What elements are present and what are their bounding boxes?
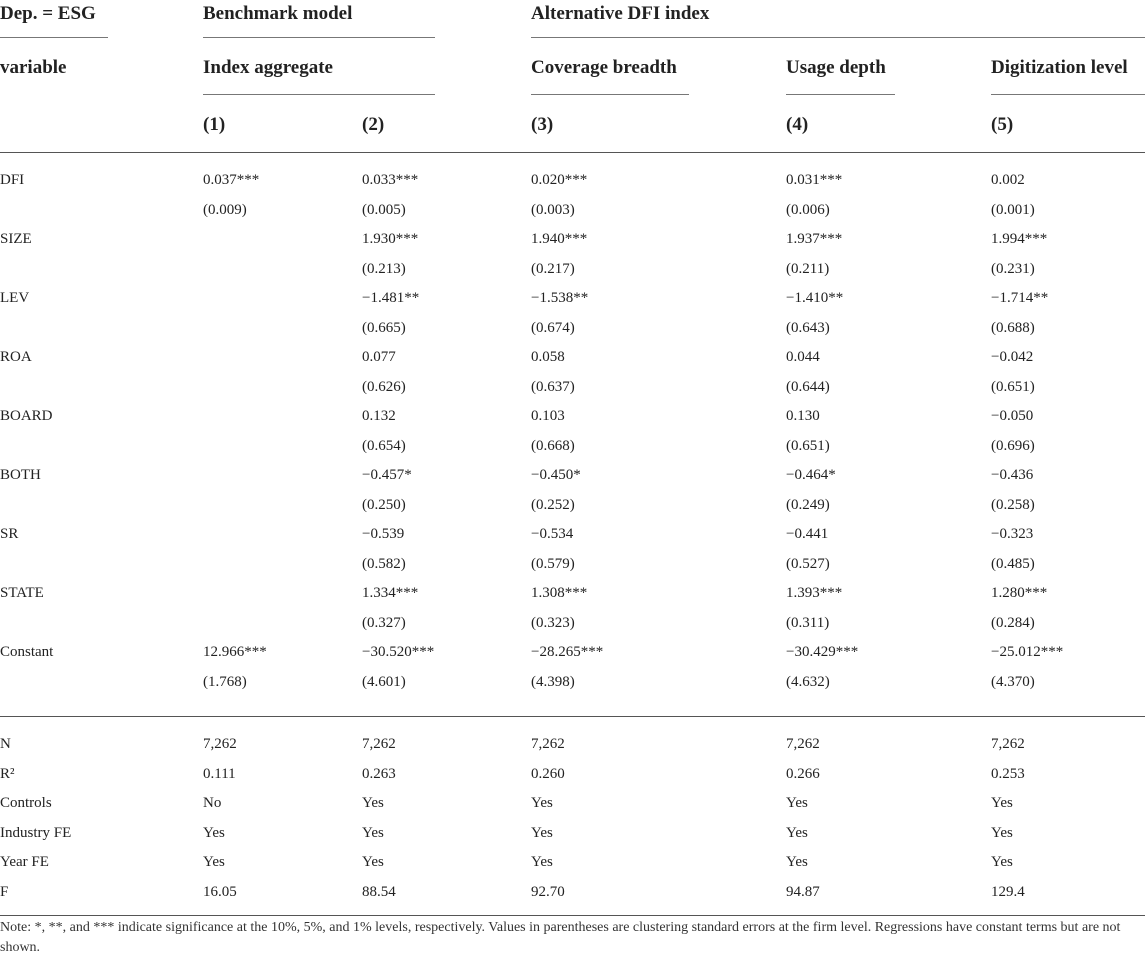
statistic-row xyxy=(0,789,1145,818)
row-label: STATE xyxy=(0,585,44,601)
cell-col-3: (0.003) xyxy=(531,201,575,218)
statistic-row xyxy=(0,730,1145,759)
coefficient-row xyxy=(0,550,1145,579)
cell-col-2: Yes xyxy=(362,795,384,811)
cell-col-2: Yes xyxy=(362,824,384,841)
coefficient-row xyxy=(0,373,1145,402)
col-number-2: (2) xyxy=(362,114,385,135)
row-label: F xyxy=(0,883,9,900)
cell-col-2: 88.54 xyxy=(362,883,396,900)
cell-col-5: Yes xyxy=(991,824,1013,841)
cell-col-2: (0.213) xyxy=(362,260,406,277)
cell-col-2: (0.582) xyxy=(362,555,406,572)
coefficient-row xyxy=(0,166,1145,195)
cell-col-4: 0.130 xyxy=(786,408,820,424)
rule-under-benchmark xyxy=(203,37,435,38)
cell-col-4: 1.937*** xyxy=(786,231,843,247)
cell-col-3: 92.70 xyxy=(531,883,565,900)
header-digitization-level: Digitization level xyxy=(991,57,1128,78)
cell-col-5: Yes xyxy=(991,795,1013,811)
cell-col-5: −25.012*** xyxy=(991,644,1064,660)
row-label: DFI xyxy=(0,172,25,188)
row-label: BOTH xyxy=(0,467,41,483)
cell-col-3: −0.450* xyxy=(531,467,581,483)
statistic-row xyxy=(0,760,1145,789)
header-dep-esg: Dep. = ESG xyxy=(0,3,96,24)
cell-col-1: Yes xyxy=(203,854,225,870)
header-usage-depth: Usage depth xyxy=(786,57,886,78)
cell-col-2: 7,262 xyxy=(362,736,396,752)
cell-col-5: (0.001) xyxy=(991,201,1035,218)
coefficient-row xyxy=(0,609,1145,638)
cell-col-5: 0.002 xyxy=(991,172,1025,188)
cell-col-3: 0.103 xyxy=(531,408,565,424)
cell-col-2: (0.626) xyxy=(362,378,406,395)
cell-col-5: −1.714** xyxy=(991,290,1049,306)
cell-col-4: 1.393*** xyxy=(786,585,843,601)
cell-col-1: No xyxy=(203,795,222,811)
cell-col-4: 7,262 xyxy=(786,736,820,752)
cell-col-2: 0.033*** xyxy=(362,172,419,188)
cell-col-3: (4.398) xyxy=(531,673,575,690)
cell-col-3: −1.538** xyxy=(531,290,589,306)
header-benchmark-model: Benchmark model xyxy=(203,3,353,24)
col-number-5: (5) xyxy=(991,114,1014,135)
cell-col-4: (0.643) xyxy=(786,319,830,336)
rule-header-bottom xyxy=(0,152,1145,153)
coefficient-row xyxy=(0,461,1145,490)
col-number-1: (1) xyxy=(203,114,226,135)
cell-col-4: (0.211) xyxy=(786,260,830,277)
cell-col-3: −0.534 xyxy=(531,526,574,542)
cell-col-1: 12.966*** xyxy=(203,644,267,660)
cell-col-3: 0.020*** xyxy=(531,172,588,188)
coefficient-row xyxy=(0,284,1145,313)
cell-col-1: 16.05 xyxy=(203,883,237,900)
cell-col-2: (0.327) xyxy=(362,614,406,631)
row-label: Year FE xyxy=(0,854,49,870)
cell-col-5: 0.253 xyxy=(991,765,1025,782)
cell-col-3: 1.940*** xyxy=(531,231,588,247)
cell-col-5: (0.485) xyxy=(991,555,1035,572)
col-number-4: (4) xyxy=(786,114,809,135)
coefficient-row xyxy=(0,491,1145,520)
cell-col-4: (0.527) xyxy=(786,555,830,572)
cell-col-5: −0.050 xyxy=(991,408,1034,424)
cell-col-4: (0.651) xyxy=(786,437,830,454)
cell-col-3: (0.668) xyxy=(531,437,575,454)
cell-col-5: 1.994*** xyxy=(991,231,1048,247)
coefficient-row xyxy=(0,314,1145,343)
cell-col-3: 7,262 xyxy=(531,736,565,752)
cell-col-4: −30.429*** xyxy=(786,644,859,660)
cell-col-2: Yes xyxy=(362,854,384,870)
cell-col-3: Yes xyxy=(531,854,553,870)
coefficient-row xyxy=(0,343,1145,372)
cell-col-5: −0.323 xyxy=(991,526,1034,542)
row-label: ROA xyxy=(0,349,32,365)
cell-col-4: Yes xyxy=(786,824,808,841)
cell-col-3: (0.579) xyxy=(531,555,575,572)
cell-col-2: −0.539 xyxy=(362,526,405,542)
cell-col-2: −1.481** xyxy=(362,290,420,306)
row-label: SR xyxy=(0,526,19,542)
cell-col-4: −0.441 xyxy=(786,526,829,542)
statistic-row xyxy=(0,878,1145,907)
cell-col-4: 0.031*** xyxy=(786,172,843,188)
col-number-3: (3) xyxy=(531,114,554,135)
header-alternative-dfi-index: Alternative DFI index xyxy=(531,3,710,24)
row-label: R² xyxy=(0,765,15,782)
cell-col-4: −1.410** xyxy=(786,290,844,306)
coefficient-row xyxy=(0,638,1145,667)
cell-col-1: (1.768) xyxy=(203,673,247,690)
cell-col-5: −0.042 xyxy=(991,349,1034,365)
cell-col-5: Yes xyxy=(991,854,1013,870)
coefficient-row xyxy=(0,255,1145,284)
cell-col-4: (4.632) xyxy=(786,673,830,690)
cell-col-2: 0.263 xyxy=(362,765,396,782)
cell-col-4: 0.044 xyxy=(786,349,820,365)
cell-col-5: 7,262 xyxy=(991,736,1025,752)
cell-col-3: (0.323) xyxy=(531,614,575,631)
row-label: N xyxy=(0,736,11,752)
cell-col-2: 0.132 xyxy=(362,408,396,424)
cell-col-2: (4.601) xyxy=(362,673,406,690)
cell-col-2: (0.250) xyxy=(362,496,406,513)
cell-col-2: (0.005) xyxy=(362,201,406,218)
cell-col-3: Yes xyxy=(531,824,553,841)
rule-under-coverage-breadth xyxy=(531,94,689,95)
cell-col-5: (0.258) xyxy=(991,496,1035,513)
cell-col-4: (0.249) xyxy=(786,496,830,513)
rule-under-digitization-level xyxy=(991,94,1145,95)
row-label: BOARD xyxy=(0,408,53,424)
cell-col-5: (0.651) xyxy=(991,378,1035,395)
cell-col-1: 0.111 xyxy=(203,765,236,782)
row-label: Industry FE xyxy=(0,824,72,841)
coefficient-row xyxy=(0,402,1145,431)
rule-table-bottom xyxy=(0,915,1145,916)
cell-col-5: (4.370) xyxy=(991,673,1035,690)
cell-col-1: 7,262 xyxy=(203,736,237,752)
cell-col-4: 94.87 xyxy=(786,883,820,900)
cell-col-3: (0.674) xyxy=(531,319,575,336)
cell-col-3: (0.217) xyxy=(531,260,575,277)
cell-col-5: (0.231) xyxy=(991,260,1035,277)
rule-under-alternative xyxy=(531,37,1145,38)
cell-col-5: 1.280*** xyxy=(991,585,1048,601)
cell-col-5: (0.696) xyxy=(991,437,1035,454)
cell-col-1: 0.037*** xyxy=(203,172,260,188)
cell-col-5: (0.688) xyxy=(991,319,1035,336)
statistic-row xyxy=(0,819,1145,848)
cell-col-3: 0.058 xyxy=(531,349,565,365)
row-label: LEV xyxy=(0,290,30,306)
cell-col-2: −30.520*** xyxy=(362,644,435,660)
cell-col-3: −28.265*** xyxy=(531,644,604,660)
coefficient-row xyxy=(0,668,1145,697)
rule-under-index-aggregate xyxy=(203,94,435,95)
cell-col-4: −0.464* xyxy=(786,467,836,483)
cell-col-4: Yes xyxy=(786,854,808,870)
coefficient-row xyxy=(0,225,1145,254)
cell-col-4: (0.311) xyxy=(786,614,830,631)
cell-col-3: 1.308*** xyxy=(531,585,588,601)
coefficient-row xyxy=(0,432,1145,461)
rule-coef-bottom xyxy=(0,716,1145,717)
cell-col-5: (0.284) xyxy=(991,614,1035,631)
cell-col-2: (0.654) xyxy=(362,437,406,454)
cell-col-1: Yes xyxy=(203,824,225,841)
cell-col-4: 0.266 xyxy=(786,765,820,782)
row-label: SIZE xyxy=(0,231,32,247)
cell-col-3: Yes xyxy=(531,795,553,811)
rule-under-dep xyxy=(0,37,108,38)
cell-col-5: −0.436 xyxy=(991,467,1034,483)
cell-col-4: Yes xyxy=(786,795,808,811)
cell-col-2: 1.334*** xyxy=(362,585,419,601)
cell-col-4: (0.006) xyxy=(786,201,830,218)
cell-col-1: (0.009) xyxy=(203,201,247,218)
cell-col-3: 0.260 xyxy=(531,765,565,782)
cell-col-2: −0.457* xyxy=(362,467,412,483)
statistic-row xyxy=(0,848,1145,877)
coefficient-row xyxy=(0,579,1145,608)
cell-col-5: 129.4 xyxy=(991,883,1025,900)
cell-col-3: (0.252) xyxy=(531,496,575,513)
header-variable: variable xyxy=(0,57,67,78)
coefficient-row xyxy=(0,520,1145,549)
coefficient-row xyxy=(0,196,1145,225)
cell-col-2: (0.665) xyxy=(362,319,406,336)
rule-under-usage-depth xyxy=(786,94,895,95)
cell-col-4: (0.644) xyxy=(786,378,830,395)
header-coverage-breadth: Coverage breadth xyxy=(531,57,677,78)
row-label: Constant xyxy=(0,644,54,660)
cell-col-2: 1.930*** xyxy=(362,231,419,247)
table-note: Note: *, **, and *** indicate significance at the 10%, 5%, and 1% levels, respectively. Values in parentheses are clustering standard errors at the firm level. Regressions have constant terms but are not shown. xyxy=(0,920,1121,955)
row-label: Controls xyxy=(0,795,52,811)
header-index-aggregate: Index aggregate xyxy=(203,57,333,78)
cell-col-2: 0.077 xyxy=(362,349,396,365)
cell-col-3: (0.637) xyxy=(531,378,575,395)
